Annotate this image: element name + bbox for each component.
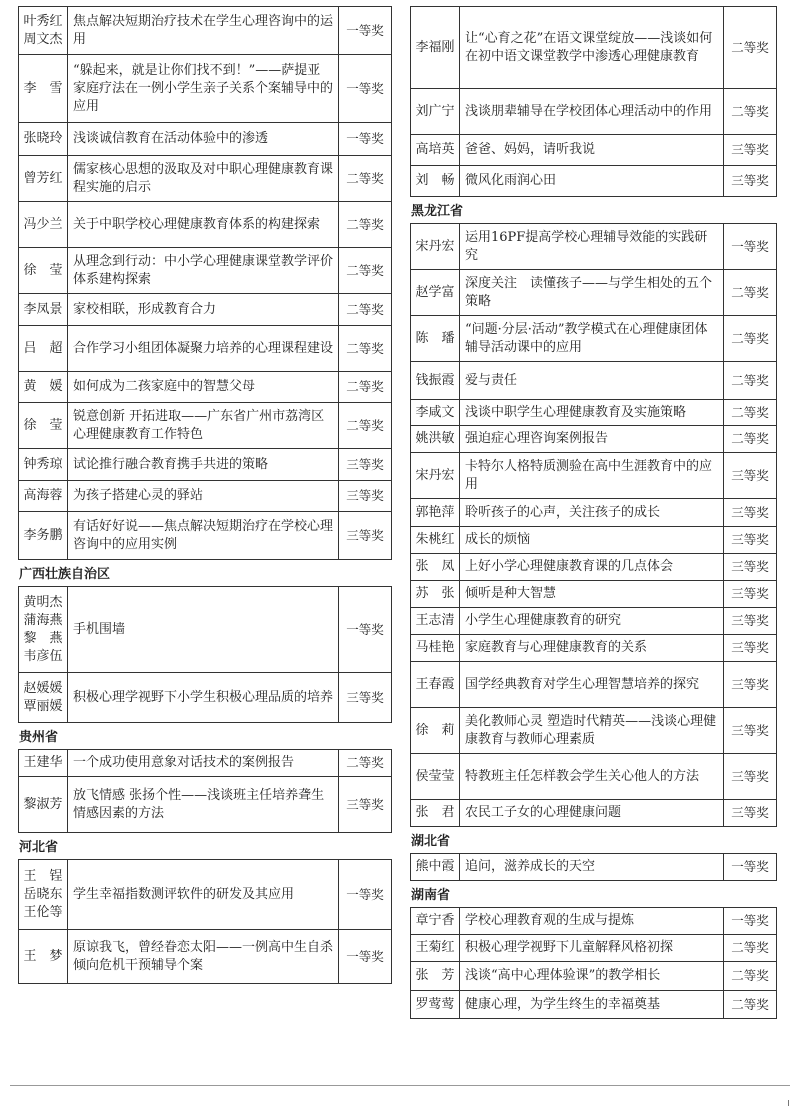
award-row — [411, 708, 777, 754]
author-name: 王建华 — [23, 755, 63, 770]
author-name: 刘 畅 — [415, 173, 455, 188]
paper-title: 国学经典教育对学生心理智慧培养的探究 — [460, 662, 724, 708]
award-level: 三等奖 — [339, 512, 392, 560]
paper-title: 成长的烦恼 — [460, 527, 724, 554]
award-row — [19, 248, 392, 294]
award-row — [411, 908, 777, 935]
award-level: 二等奖 — [724, 270, 777, 316]
author-name: 宋丹宏 — [415, 467, 455, 483]
award-level: 二等奖 — [339, 202, 392, 248]
award-table — [18, 749, 392, 833]
award-row — [411, 608, 777, 635]
award-row — [411, 935, 777, 962]
award-level: 二等奖 — [724, 935, 777, 962]
author-cell — [19, 449, 68, 481]
award-level: 一等奖 — [339, 7, 392, 55]
award-table — [410, 907, 777, 1019]
paper-title: 农民工子女的心理健康问题 — [460, 800, 724, 827]
paper-title: 家校相联，形成教育合力 — [68, 294, 339, 326]
paper-title: “躲起来，就是让你们找不到！”——萨提亚家庭疗法在一例小学生亲子关系个案辅导中的应用 — [68, 55, 339, 123]
author-name: 王志清 — [415, 613, 455, 628]
award-level: 二等奖 — [339, 326, 392, 372]
author-cell — [19, 512, 68, 560]
award-row — [19, 7, 392, 55]
award-level: 三等奖 — [724, 635, 777, 662]
award-row — [411, 527, 777, 554]
paper-title: 从理念到行动：中小学心理健康课堂教学评价体系建构探索 — [68, 248, 339, 294]
award-level: 二等奖 — [724, 7, 777, 89]
section-heading: 黑龙江省 — [411, 204, 464, 219]
award-row — [19, 403, 392, 449]
author-name: 李 雪 — [23, 80, 63, 96]
award-level: 三等奖 — [724, 754, 777, 800]
award-row — [411, 89, 777, 135]
award-level: 三等奖 — [339, 777, 392, 833]
award-level: 二等奖 — [339, 294, 392, 326]
author-cell — [411, 453, 460, 499]
author-name: 吕 超 — [23, 340, 63, 356]
paper-title: 为孩子搭建心灵的驿站 — [68, 481, 339, 512]
author-name: 李福刚 — [415, 39, 455, 55]
author-cell — [19, 587, 68, 673]
award-level: 三等奖 — [724, 708, 777, 754]
author-cell — [411, 935, 460, 962]
award-level: 三等奖 — [724, 453, 777, 499]
author-name: 姚洪敏 — [415, 431, 455, 446]
award-level: 三等奖 — [724, 800, 777, 827]
author-cell — [19, 123, 68, 156]
section-heading: 广西壮族自治区 — [19, 567, 111, 582]
author-name: 曾芳红 — [23, 170, 63, 186]
author-cell — [19, 860, 68, 930]
author-cell — [19, 403, 68, 449]
award-level: 一等奖 — [724, 908, 777, 935]
author-cell — [19, 7, 68, 55]
author-cell — [411, 991, 460, 1019]
right-column — [410, 6, 777, 1019]
author-cell — [19, 248, 68, 294]
award-level: 三等奖 — [724, 554, 777, 581]
paper-title: 学校心理教育观的生成与提炼 — [460, 908, 724, 935]
author-cell — [411, 527, 460, 554]
author-name: 蒲海燕 — [23, 612, 63, 628]
author-cell — [411, 362, 460, 400]
award-row — [411, 7, 777, 89]
author-name: 黄明杰 — [23, 594, 63, 610]
paper-title: “问题·分层·活动”教学模式在心理健康团体辅导活动课中的应用 — [460, 316, 724, 362]
author-cell — [411, 89, 460, 135]
paper-title: 家庭教育与心理健康教育的关系 — [460, 635, 724, 662]
left-column — [18, 6, 392, 984]
author-name: 岳晓东 — [23, 886, 63, 902]
author-name: 李凤景 — [23, 301, 63, 317]
award-row — [411, 166, 777, 197]
award-row — [411, 316, 777, 362]
author-name: 罗莺莺 — [415, 996, 455, 1012]
award-row — [19, 750, 392, 777]
author-cell — [411, 662, 460, 708]
award-table — [410, 6, 777, 197]
author-name: 王春霞 — [415, 676, 455, 692]
award-row — [19, 587, 392, 673]
award-row — [19, 777, 392, 833]
paper-title: 放飞情感 张扬个性——浅谈班主任培养聋生情感因素的方法 — [68, 777, 339, 833]
author-name: 钱振霞 — [415, 372, 455, 388]
author-cell — [411, 426, 460, 453]
author-name: 王 锃 — [23, 868, 63, 884]
author-name: 徐 莹 — [23, 417, 63, 433]
award-row — [19, 860, 392, 930]
award-level: 二等奖 — [724, 400, 777, 426]
author-name: 王菊红 — [415, 940, 455, 955]
award-level: 二等奖 — [724, 89, 777, 135]
author-cell — [411, 400, 460, 426]
award-row — [411, 400, 777, 426]
author-name: 周文杰 — [23, 31, 63, 47]
author-cell — [411, 135, 460, 166]
author-cell — [19, 294, 68, 326]
award-table — [18, 859, 392, 984]
award-row — [19, 202, 392, 248]
author-name: 宋丹宏 — [415, 238, 455, 254]
award-level: 三等奖 — [724, 662, 777, 708]
author-cell — [19, 673, 68, 723]
award-row — [411, 426, 777, 453]
paper-title: 学生幸福指数测评软件的研发及其应用 — [68, 860, 339, 930]
author-name: 黄 媛 — [23, 379, 63, 394]
award-level: 二等奖 — [724, 962, 777, 991]
award-level: 三等奖 — [724, 527, 777, 554]
section-heading: 贵州省 — [19, 730, 59, 745]
award-row — [19, 481, 392, 512]
author-cell — [19, 930, 68, 984]
author-cell — [411, 800, 460, 827]
award-level: 二等奖 — [339, 372, 392, 403]
award-row — [19, 372, 392, 403]
paper-title: 爸爸、妈妈，请听我说 — [460, 135, 724, 166]
award-level: 二等奖 — [724, 991, 777, 1019]
paper-title: 运用16PF提高学校心理辅导效能的实践研究 — [460, 224, 724, 270]
author-name: 苏 张 — [415, 586, 455, 601]
paper-title: 手机围墙 — [68, 587, 339, 673]
author-name: 徐 莹 — [23, 262, 63, 278]
award-level: 三等奖 — [339, 673, 392, 723]
author-name: 陈 璠 — [415, 330, 455, 346]
award-row — [411, 662, 777, 708]
author-cell — [19, 156, 68, 202]
award-row — [411, 635, 777, 662]
award-level: 一等奖 — [339, 860, 392, 930]
page-edge-mark — [788, 1100, 789, 1106]
award-row — [411, 854, 777, 881]
paper-title: 有话好好说——焦点解决短期治疗在学校心理咨询中的应用实例 — [68, 512, 339, 560]
author-cell — [411, 708, 460, 754]
award-level: 三等奖 — [339, 449, 392, 481]
author-cell — [411, 754, 460, 800]
paper-title: 健康心理，为学生终生的幸福奠基 — [460, 991, 724, 1019]
award-level: 二等奖 — [724, 426, 777, 453]
award-row — [19, 123, 392, 156]
paper-title: 儒家核心思想的汲取及对中职心理健康教育课程实施的启示 — [68, 156, 339, 202]
author-cell — [19, 750, 68, 777]
award-row — [19, 55, 392, 123]
paper-title: 深度关注 读懂孩子——与学生相处的五个策略 — [460, 270, 724, 316]
award-level: 一等奖 — [339, 930, 392, 984]
award-level: 三等奖 — [724, 581, 777, 608]
award-level: 一等奖 — [339, 587, 392, 673]
award-level: 二等奖 — [339, 248, 392, 294]
award-row — [411, 135, 777, 166]
author-cell — [19, 326, 68, 372]
author-name: 赵学富 — [415, 284, 455, 300]
author-cell — [411, 554, 460, 581]
author-cell — [411, 7, 460, 89]
award-row — [411, 581, 777, 608]
author-cell — [411, 608, 460, 635]
author-name: 韦彦伍 — [23, 648, 63, 664]
author-cell — [411, 908, 460, 935]
paper-title: 追问，滋养成长的天空 — [460, 854, 724, 881]
award-row — [19, 326, 392, 372]
award-level: 三等奖 — [724, 135, 777, 166]
author-cell — [411, 962, 460, 991]
author-name: 赵媛媛 — [23, 680, 63, 696]
page-bottom-rule — [10, 1085, 790, 1086]
author-name: 张 凤 — [415, 559, 455, 574]
author-name: 李咸文 — [415, 404, 455, 420]
paper-title: 卡特尔人格特质测验在高中生涯教育中的应用 — [460, 453, 724, 499]
award-table — [410, 853, 777, 881]
author-cell — [411, 854, 460, 881]
award-row — [411, 499, 777, 527]
author-name: 王伦等 — [23, 904, 63, 920]
award-level: 一等奖 — [724, 224, 777, 270]
award-row — [411, 270, 777, 316]
author-cell — [411, 316, 460, 362]
paper-title: 焦点解决短期治疗技术在学生心理咨询中的运用 — [68, 7, 339, 55]
award-level: 三等奖 — [724, 166, 777, 197]
author-name: 郭艳萍 — [415, 504, 455, 520]
author-cell — [411, 635, 460, 662]
paper-title: 锐意创新 开拓进取——广东省广州市荔湾区心理健康教育工作特色 — [68, 403, 339, 449]
award-level: 三等奖 — [724, 608, 777, 635]
paper-title: 原谅我飞，曾经眷恋太阳——一例高中生自杀倾向危机干预辅导个案 — [68, 930, 339, 984]
award-level: 二等奖 — [724, 362, 777, 400]
paper-title: 上好小学心理健康教育课的几点体会 — [460, 554, 724, 581]
award-row — [19, 156, 392, 202]
award-level: 一等奖 — [339, 123, 392, 156]
author-name: 叶秀红 — [23, 13, 63, 29]
author-name: 高海蓉 — [23, 488, 63, 503]
award-row — [411, 800, 777, 827]
paper-title: 积极心理学视野下儿童解释风格初探 — [460, 935, 724, 962]
award-level: 一等奖 — [724, 854, 777, 881]
paper-title: 积极心理学视野下小学生积极心理品质的培养 — [68, 673, 339, 723]
award-row — [411, 991, 777, 1019]
paper-title: 特教班主任怎样教会学生关心他人的方法 — [460, 754, 724, 800]
paper-title: 如何成为二孩家庭中的智慧父母 — [68, 372, 339, 403]
author-name: 黎淑芳 — [23, 796, 63, 812]
author-name: 马桂艳 — [415, 640, 455, 655]
author-name: 侯莹莹 — [415, 768, 455, 784]
author-name: 章宁香 — [415, 913, 455, 928]
author-cell — [19, 202, 68, 248]
award-row — [411, 554, 777, 581]
author-cell — [411, 581, 460, 608]
award-row — [19, 294, 392, 326]
award-row — [19, 512, 392, 560]
author-name: 张 君 — [415, 805, 455, 820]
award-table — [18, 586, 392, 723]
author-name: 张 芳 — [415, 968, 455, 983]
paper-title: 关于中职学校心理健康教育体系的构建探索 — [68, 202, 339, 248]
author-name: 覃丽媛 — [23, 698, 63, 714]
paper-title: 让“心育之花”在语文课堂绽放——浅谈如何在初中语文课堂教学中渗透心理健康教育 — [460, 7, 724, 89]
section-heading: 湖南省 — [411, 888, 451, 903]
paper-title: 合作学习小组团体凝聚力培养的心理课程建设 — [68, 326, 339, 372]
author-cell — [411, 499, 460, 527]
author-name: 张晓玲 — [23, 131, 63, 146]
award-row — [411, 362, 777, 400]
award-level: 三等奖 — [339, 481, 392, 512]
paper-title: 倾听是种大智慧 — [460, 581, 724, 608]
author-cell — [411, 270, 460, 316]
paper-title: 小学生心理健康教育的研究 — [460, 608, 724, 635]
paper-title: 一个成功使用意象对话技术的案例报告 — [68, 750, 339, 777]
award-row — [411, 962, 777, 991]
award-level: 三等奖 — [724, 499, 777, 527]
section-heading: 湖北省 — [411, 834, 451, 849]
paper-title: 浅谈中职学生心理健康教育及实施策略 — [460, 400, 724, 426]
award-level: 二等奖 — [339, 750, 392, 777]
author-name: 熊中霞 — [415, 859, 455, 874]
paper-title: 浅谈“高中心理体验课”的教学相长 — [460, 962, 724, 991]
award-table — [18, 6, 392, 560]
author-name: 高培英 — [415, 142, 455, 157]
paper-title: 美化教师心灵 塑造时代精英——浅谈心理健康教育与教师心理素质 — [460, 708, 724, 754]
award-level: 二等奖 — [339, 156, 392, 202]
award-level: 二等奖 — [724, 316, 777, 362]
section-heading: 河北省 — [19, 840, 59, 855]
author-cell — [19, 372, 68, 403]
award-table — [410, 223, 777, 827]
paper-title: 浅谈朋辈辅导在学校团体心理活动中的作用 — [460, 89, 724, 135]
award-row — [19, 673, 392, 723]
author-cell — [19, 481, 68, 512]
award-row — [411, 224, 777, 270]
paper-title: 强迫症心理咨询案例报告 — [460, 426, 724, 453]
paper-title: 聆听孩子的心声，关注孩子的成长 — [460, 499, 724, 527]
award-row — [411, 453, 777, 499]
paper-title: 微风化雨润心田 — [460, 166, 724, 197]
award-level: 二等奖 — [339, 403, 392, 449]
author-name: 李务鹏 — [23, 527, 63, 543]
award-row — [19, 449, 392, 481]
author-name: 黎 燕 — [23, 630, 63, 646]
author-cell — [411, 166, 460, 197]
author-name: 徐 莉 — [415, 722, 455, 738]
author-name: 刘广宁 — [415, 103, 455, 119]
author-name: 钟秀琼 — [23, 456, 63, 472]
author-name: 朱桃红 — [415, 532, 455, 547]
author-cell — [411, 224, 460, 270]
author-cell — [19, 55, 68, 123]
author-name: 冯少兰 — [23, 216, 63, 232]
author-cell — [19, 777, 68, 833]
paper-title: 试论推行融合教育携手共进的策略 — [68, 449, 339, 481]
paper-title: 爱与责任 — [460, 362, 724, 400]
paper-title: 浅谈诚信教育在活动体验中的渗透 — [68, 123, 339, 156]
award-row — [19, 930, 392, 984]
award-row — [411, 754, 777, 800]
author-name: 王 梦 — [23, 948, 63, 964]
award-level: 一等奖 — [339, 55, 392, 123]
